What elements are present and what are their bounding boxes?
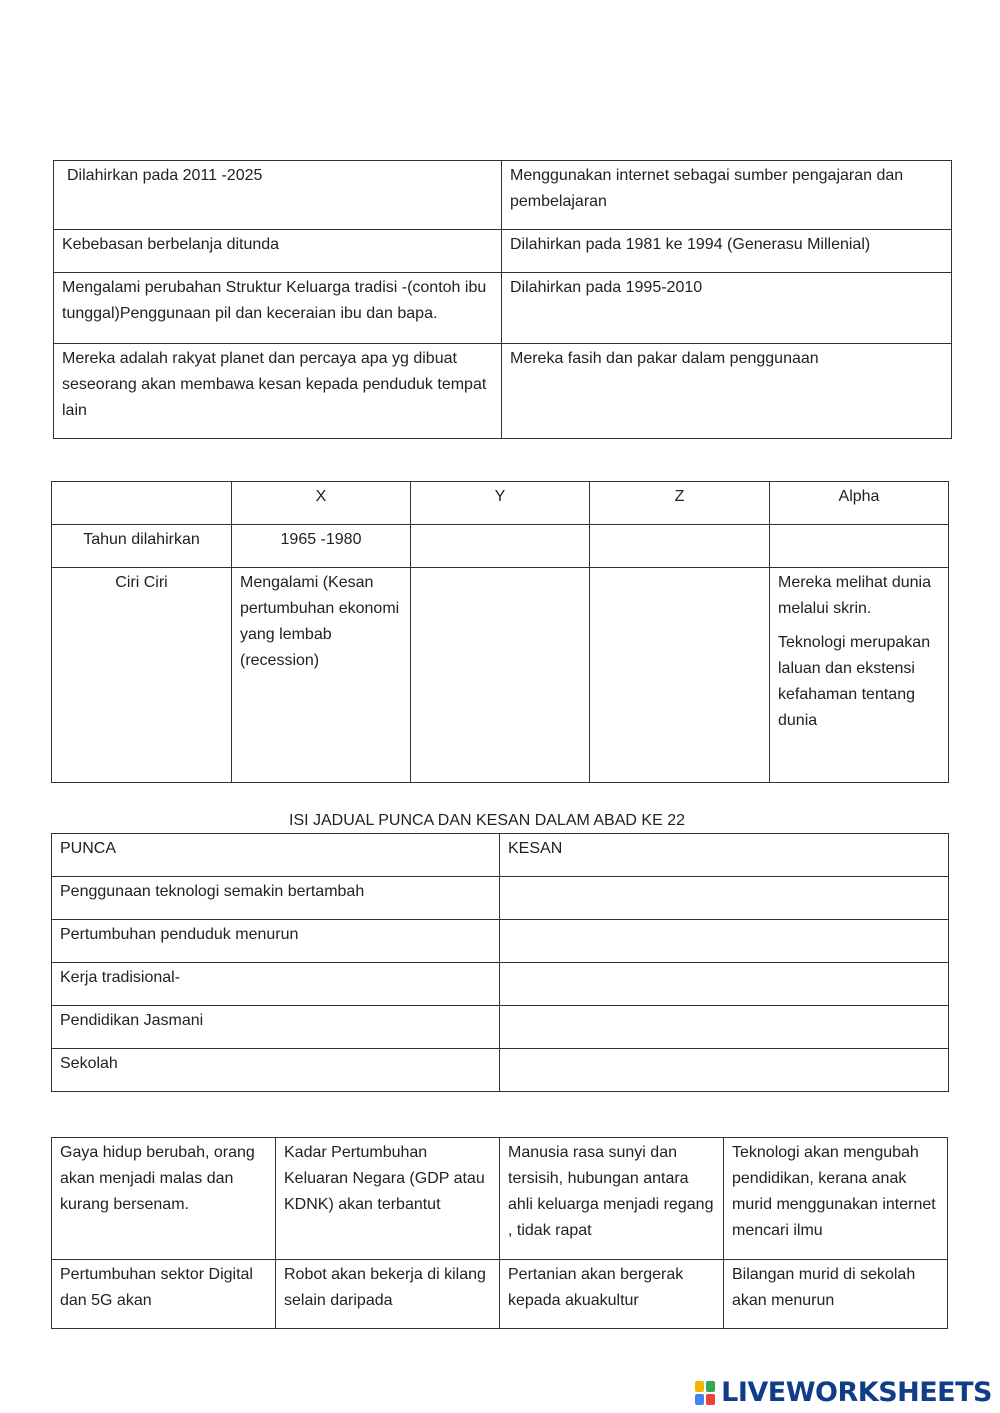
table-row — [52, 920, 949, 963]
header-cell-y: Y — [411, 482, 590, 525]
answer-drop-cell[interactable] — [500, 920, 949, 963]
header-cell-z: Z — [590, 482, 770, 525]
table-cell: Pertumbuhan penduduk menurun — [52, 920, 500, 963]
answer-drop-cell[interactable] — [500, 963, 949, 1006]
table-cell: Dilahirkan pada 1995-2010 — [502, 273, 952, 344]
alpha-paragraph-2: Teknologi merupakan laluan dan ekstensi kefahaman tentang dunia — [778, 634, 931, 729]
table-cell: Menggunakan internet sebagai sumber pengajaran dan pembelajaran — [502, 161, 952, 230]
table-row-birth-year — [52, 525, 949, 568]
table-cell: Mengalami (Kesan pertumbuhan ekonomi yang lembab (recession) — [232, 568, 411, 783]
table-cell: Penggunaan teknologi semakin bertambah — [52, 877, 500, 920]
table-row — [52, 877, 949, 920]
table-row — [52, 963, 949, 1006]
table-cell: Kerja tradisional- — [52, 963, 500, 1006]
row-label: Tahun dilahirkan — [52, 525, 232, 568]
table-row — [52, 1006, 949, 1049]
table-header-row — [52, 482, 949, 525]
answer-cell-alpha-year[interactable] — [770, 525, 949, 568]
table-row — [54, 230, 952, 273]
section-title: ISI JADUAL PUNCA DAN KESAN DALAM ABAD KE 22 — [289, 812, 685, 829]
answer-option[interactable]: Teknologi akan mengubah pendidikan, kerana anak murid menggunakan internet mencari ilmu — [724, 1138, 948, 1260]
answer-cell-y-traits[interactable] — [411, 568, 590, 783]
table-cell — [770, 568, 949, 783]
matching-table — [53, 160, 952, 439]
answer-cell-z-year[interactable] — [590, 525, 770, 568]
table-row — [52, 1260, 948, 1329]
cause-effect-table — [51, 833, 949, 1092]
table-cell: Kebebasan berbelanja ditunda — [54, 230, 502, 273]
table-row — [54, 161, 952, 230]
table-cell: Dilahirkan pada 2011 -2025 — [54, 161, 502, 230]
liveworksheets-logo-icon — [695, 1380, 717, 1406]
answer-option[interactable]: Pertumbuhan sektor Digital dan 5G akan — [52, 1260, 276, 1329]
table-cell: Pendidikan Jasmani — [52, 1006, 500, 1049]
header-cell-empty — [52, 482, 232, 525]
table-cell: Mereka fasih dan pakar dalam penggunaan — [502, 344, 952, 439]
generation-table — [51, 481, 949, 783]
header-cell-alpha: Alpha — [770, 482, 949, 525]
table-row — [54, 273, 952, 344]
row-label: Ciri Ciri — [52, 568, 232, 783]
logo-text: LIVEWORKSHEETS — [721, 1377, 992, 1408]
liveworksheets-logo[interactable] — [695, 1376, 992, 1410]
table-cell: Mengalami perubahan Struktur Keluarga tradisi -(contoh ibu tunggal)Penggunaan pil dan keceraian ibu dan bapa. — [54, 273, 502, 344]
answer-option[interactable]: Bilangan murid di sekolah akan menurun — [724, 1260, 948, 1329]
table-cell: Sekolah — [52, 1049, 500, 1092]
answer-option[interactable]: Manusia rasa sunyi dan tersisih, hubungan antara ahli keluarga menjadi regang , tidak rapat — [500, 1138, 724, 1260]
header-cell-x: X — [232, 482, 411, 525]
alpha-paragraph-1: Mereka melihat dunia melalui skrin. — [778, 574, 931, 617]
table-cell: Mereka adalah rakyat planet dan percaya apa yg dibuat seseorang akan membawa kesan kepada penduduk tempat lain — [54, 344, 502, 439]
table-row — [54, 344, 952, 439]
answer-drop-cell[interactable] — [500, 1049, 949, 1092]
header-cell-kesan: KESAN — [500, 834, 949, 877]
table-cell: Dilahirkan pada 1981 ke 1994 (Generasu Millenial) — [502, 230, 952, 273]
answer-option[interactable]: Gaya hidup berubah, orang akan menjadi malas dan kurang bersenam. — [52, 1138, 276, 1260]
answer-option[interactable]: Kadar Pertumbuhan Keluaran Negara (GDP atau KDNK) akan terbantut — [276, 1138, 500, 1260]
answer-option[interactable]: Pertanian akan bergerak kepada akuakultur — [500, 1260, 724, 1329]
table-row — [52, 1049, 949, 1092]
answer-drop-cell[interactable] — [500, 1006, 949, 1049]
answer-cell-z-traits[interactable] — [590, 568, 770, 783]
answer-option[interactable]: Robot akan bekerja di kilang selain daripada — [276, 1260, 500, 1329]
table-row — [52, 1138, 948, 1260]
table-header-row — [52, 834, 949, 877]
answer-cell-y-year[interactable] — [411, 525, 590, 568]
header-cell-punca: PUNCA — [52, 834, 500, 877]
table-row-characteristics — [52, 568, 949, 783]
table-cell: 1965 -1980 — [232, 525, 411, 568]
answer-options-table — [51, 1137, 948, 1329]
answer-drop-cell[interactable] — [500, 877, 949, 920]
